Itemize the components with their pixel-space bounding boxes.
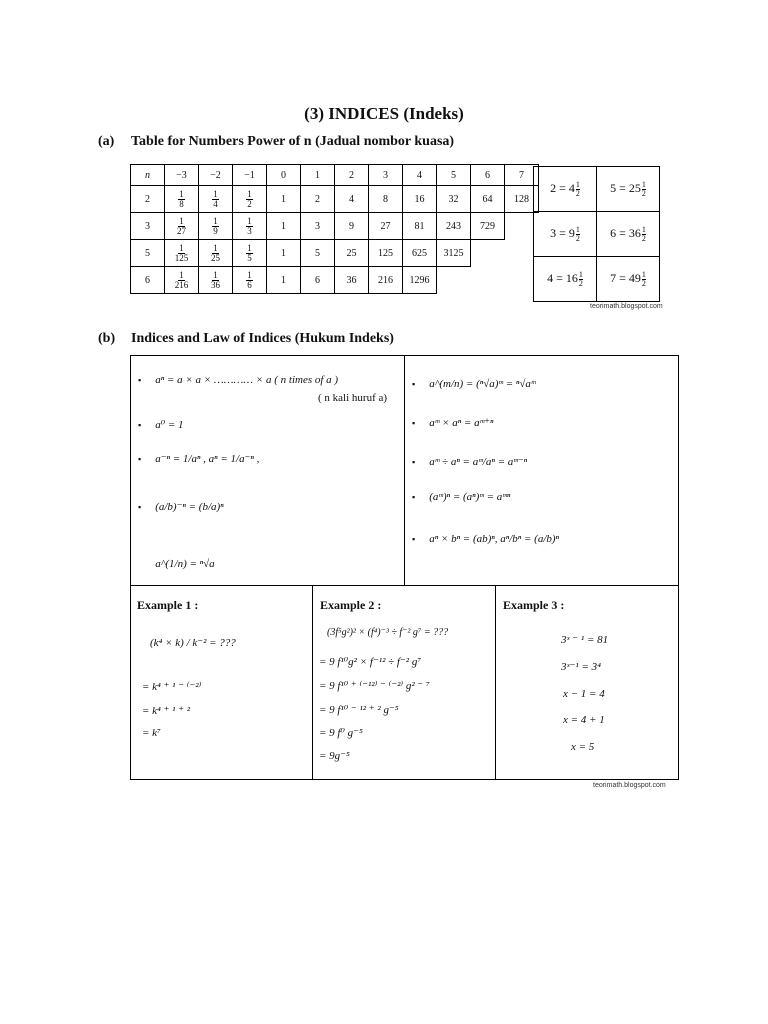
frac-num: 1 <box>179 269 184 280</box>
example-line: x = 5 <box>571 741 595 753</box>
powers-table <box>130 164 539 294</box>
bullet: ▪ <box>412 534 416 544</box>
fraction-cell <box>233 213 267 240</box>
credit-text: teorimath.blogspot.com <box>593 782 666 789</box>
section-a-label: (a) <box>98 134 115 149</box>
law-item <box>138 452 259 465</box>
frac-den: 9 <box>213 225 218 236</box>
law-item <box>412 416 493 429</box>
example-2-heading: Example 2 : <box>320 598 382 612</box>
bullet: ▪ <box>138 502 142 512</box>
exp-den: 2 <box>641 188 646 198</box>
frac-den: 125 <box>174 252 189 263</box>
value-cell: 1 <box>267 267 301 294</box>
header-cell: 2 <box>335 165 369 186</box>
root-lhs: 2 = 4 <box>550 180 575 195</box>
law-item <box>138 418 184 431</box>
header-cell: 4 <box>403 165 437 186</box>
law-item <box>138 558 215 570</box>
frac-den: 3 <box>247 225 252 236</box>
exp-den: 2 <box>641 278 646 288</box>
exp-den: 2 <box>578 278 583 288</box>
fraction-cell <box>199 240 233 267</box>
example-3-heading: Example 3 : <box>503 598 565 612</box>
header-cell: 5 <box>437 165 471 186</box>
frac-den: 4 <box>213 198 218 209</box>
frac-den: 2 <box>247 198 252 209</box>
header-cell: −3 <box>165 165 199 186</box>
header-cell: 0 <box>267 165 301 186</box>
law-text: a^(m/n) = (ⁿ√a)ᵐ = ⁿ√aᵐ <box>429 378 536 390</box>
fraction-cell <box>165 267 199 294</box>
value-cell: 243 <box>437 213 471 240</box>
example-line: = 9 f¹⁰ ⁻ ¹² ⁺ ² g⁻⁵ <box>319 704 399 716</box>
fraction-cell <box>165 240 199 267</box>
header-cell: n <box>131 165 165 186</box>
section-a-title: Table for Numbers Power of n (Jadual nombor kuasa) <box>131 134 455 149</box>
exp-den: 2 <box>575 233 580 243</box>
divider <box>404 355 405 585</box>
frac-den: 5 <box>247 252 252 263</box>
value-cell: 1 <box>267 240 301 267</box>
powers-row <box>131 267 539 294</box>
root-cell <box>534 212 597 257</box>
empty-cell <box>471 267 505 294</box>
frac-num: 1 <box>213 188 218 199</box>
frac-den: 27 <box>177 225 186 236</box>
value-cell: 5 <box>301 240 335 267</box>
example-line: (3f⁵g²)² × (f⁴)⁻³ ÷ f⁻² g⁷ = ??? <box>327 627 449 638</box>
frac-num: 1 <box>179 215 184 226</box>
fraction-cell <box>199 213 233 240</box>
value-cell: 8 <box>369 186 403 213</box>
value-cell: 3 <box>301 213 335 240</box>
law-text: a⁰ = 1 <box>155 419 184 431</box>
value-cell: 125 <box>369 240 403 267</box>
value-cell: 1296 <box>403 267 437 294</box>
fraction-cell <box>199 267 233 294</box>
value-cell: 1 <box>267 186 301 213</box>
law-item <box>412 455 527 468</box>
value-cell: 36 <box>335 267 369 294</box>
powers-row <box>131 213 539 240</box>
example-line: = 9g⁻⁵ <box>319 750 350 762</box>
root-lhs: 4 = 16 <box>547 270 578 285</box>
header-cell: 1 <box>301 165 335 186</box>
law-item <box>138 374 338 386</box>
example-line: x = 4 + 1 <box>563 714 605 726</box>
frac-den: 6 <box>247 279 252 290</box>
bullet: ▪ <box>412 418 416 428</box>
base-cell: 3 <box>131 213 165 240</box>
section-b-label: (b) <box>98 331 116 346</box>
empty-cell <box>437 267 471 294</box>
powers-header-row <box>131 165 539 186</box>
frac-den: 216 <box>174 279 189 290</box>
law-item <box>412 491 510 503</box>
example-line: = k⁴ ⁺ ¹ ⁻ ⁽⁻²⁾ <box>142 681 202 693</box>
law-text: aᵐ ÷ aⁿ = aᵐ/aⁿ = aᵐ⁻ⁿ <box>429 456 528 468</box>
bullet: ▪ <box>138 454 142 464</box>
root-cell <box>534 257 597 302</box>
example-line: = 9 f⁰ g⁻⁵ <box>319 727 363 739</box>
frac-num: 1 <box>179 242 184 253</box>
example-line: = k⁴ ⁺ ¹ ⁺ ² <box>142 705 191 717</box>
exp-num: 1 <box>578 269 583 279</box>
page-title: (3) INDICES (Indeks) <box>304 104 464 123</box>
exp-den: 2 <box>641 233 646 243</box>
value-cell: 4 <box>335 186 369 213</box>
header-cell: 6 <box>471 165 505 186</box>
frac-num: 1 <box>247 188 252 199</box>
divider <box>495 585 496 780</box>
frac-den: 8 <box>179 198 184 209</box>
frac-num: 1 <box>213 215 218 226</box>
header-cell: 3 <box>369 165 403 186</box>
header-cell: −1 <box>233 165 267 186</box>
bullet: ▪ <box>412 379 416 389</box>
header-cell: 7 <box>505 165 539 186</box>
root-lhs: 3 = 9 <box>550 225 575 240</box>
divider <box>130 585 679 586</box>
value-cell: 128 <box>505 186 539 213</box>
law-item <box>412 533 559 545</box>
example-1-heading: Example 1 : <box>137 598 199 612</box>
value-cell: 216 <box>369 267 403 294</box>
frac-num: 1 <box>213 269 218 280</box>
bullet: ▪ <box>138 375 142 385</box>
law-item <box>318 392 387 404</box>
fraction-cell <box>165 213 199 240</box>
value-cell: 16 <box>403 186 437 213</box>
frac-den: 25 <box>211 252 220 263</box>
fraction-cell <box>165 186 199 213</box>
law-text: aᵐ × aⁿ = aᵐ⁺ⁿ <box>429 417 494 429</box>
base-cell: 2 <box>131 186 165 213</box>
example-line: = 9 f¹⁰g² × f⁻¹² ÷ f⁻² g⁷ <box>319 656 422 668</box>
exp-den: 2 <box>575 188 580 198</box>
value-cell: 32 <box>437 186 471 213</box>
value-cell: 25 <box>335 240 369 267</box>
fraction-cell <box>233 186 267 213</box>
law-text: (a/b)⁻ⁿ = (b/a)ⁿ <box>155 501 224 513</box>
exp-num: 1 <box>641 224 646 234</box>
root-cell <box>534 167 597 212</box>
law-item <box>412 378 536 390</box>
example-line: x − 1 = 4 <box>563 688 605 700</box>
example-line: = k⁷ <box>142 727 161 739</box>
example-line: = 9 f¹⁰ ⁺ ⁽⁻¹²⁾ ⁻ ⁽⁻²⁾ g² ⁻ ⁷ <box>319 680 430 692</box>
law-text: a^(1/n) = ⁿ√a <box>155 558 215 570</box>
section-b-title: Indices and Law of Indices (Hukum Indeks) <box>131 331 394 346</box>
frac-num: 1 <box>247 269 252 280</box>
root-cell <box>597 167 660 212</box>
fraction-cell <box>233 267 267 294</box>
root-lhs: 7 = 49 <box>610 270 641 285</box>
root-cell <box>597 257 660 302</box>
value-cell: 27 <box>369 213 403 240</box>
root-lhs: 6 = 36 <box>610 225 641 240</box>
value-cell: 3125 <box>437 240 471 267</box>
roots-row <box>534 167 660 212</box>
value-cell: 6 <box>301 267 335 294</box>
value-cell: 64 <box>471 186 505 213</box>
powers-row <box>131 186 539 213</box>
root-lhs: 5 = 25 <box>610 180 641 195</box>
law-text: aⁿ × bⁿ = (ab)ⁿ, aⁿ/bⁿ = (a/b)ⁿ <box>429 533 560 545</box>
root-cell <box>597 212 660 257</box>
example-line: 3ˣ⁻¹ = 3⁴ <box>561 661 601 673</box>
divider <box>312 585 313 780</box>
fraction-cell <box>199 186 233 213</box>
bullet: ▪ <box>412 457 416 467</box>
value-cell: 81 <box>403 213 437 240</box>
roots-row <box>534 212 660 257</box>
value-cell: 625 <box>403 240 437 267</box>
value-cell: 729 <box>471 213 505 240</box>
example-line: (k⁴ × k) / k⁻² = ??? <box>150 637 236 649</box>
law-text: aⁿ = a × a × ………… × a ( n times of a ) <box>155 374 339 386</box>
value-cell: 9 <box>335 213 369 240</box>
law-text: (aᵐ)ⁿ = (aⁿ)ᵐ = aᵐⁿ <box>429 491 511 503</box>
frac-num: 1 <box>213 242 218 253</box>
exp-num: 1 <box>575 224 580 234</box>
header-cell: −2 <box>199 165 233 186</box>
law-text: a⁻ⁿ = 1/aⁿ , aⁿ = 1/a⁻ⁿ , <box>155 453 260 465</box>
bullet: ▪ <box>138 420 142 430</box>
frac-den: 36 <box>211 279 220 290</box>
roots-row <box>534 257 660 302</box>
frac-num: 1 <box>247 242 252 253</box>
frac-num: 1 <box>247 215 252 226</box>
credit-text: teorimath.blogspot.com <box>590 303 663 310</box>
powers-row <box>131 240 539 267</box>
law-item <box>138 500 224 513</box>
base-cell: 6 <box>131 267 165 294</box>
frac-num: 1 <box>179 188 184 199</box>
example-line: 3ˣ ⁻ ¹ = 81 <box>561 634 609 646</box>
value-cell: 2 <box>301 186 335 213</box>
roots-table <box>533 166 660 302</box>
exp-num: 1 <box>575 179 580 189</box>
empty-cell <box>471 240 505 267</box>
exp-num: 1 <box>641 179 646 189</box>
law-text: ( n kali huruf a) <box>318 392 388 404</box>
exp-num: 1 <box>641 269 646 279</box>
bullet: ▪ <box>412 492 416 502</box>
value-cell: 1 <box>267 213 301 240</box>
fraction-cell <box>233 240 267 267</box>
base-cell: 5 <box>131 240 165 267</box>
